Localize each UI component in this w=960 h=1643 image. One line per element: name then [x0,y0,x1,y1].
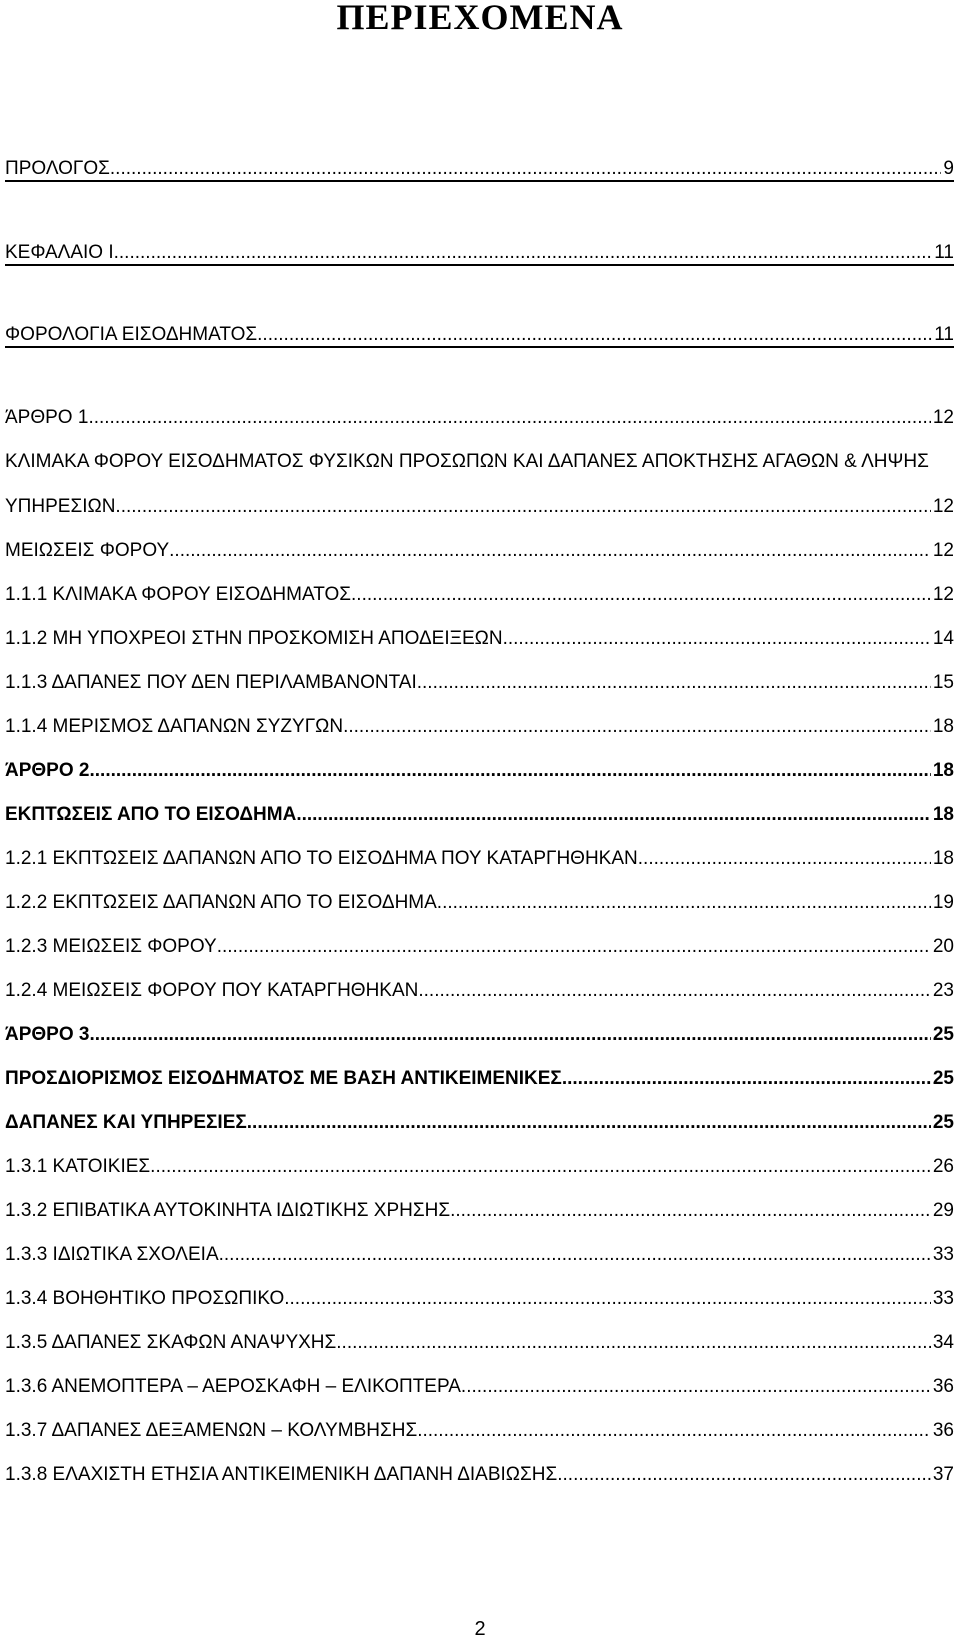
toc-entry-label: 1.2.4 ΜΕΙΩΣΕΙΣ ΦΟΡΟΥ ΠΟΥ ΚΑΤΑΡΓΗΘΗΚΑΝ [5,980,419,1001]
toc-entry-page: 33 [932,1288,954,1309]
toc-entry-label: ΚΛΙΜΑΚΑ ΦΟΡΟΥ ΕΙΣΟΔΗΜΑΤΟΣ ΦΥΣΙΚΩΝ ΠΡΟΣΩΠΩΝ ΚΑΙ ΔΑΠΑΝΕΣ ΑΠΟΚΤΗΣΗΣ ΑΓΑΘΩΝ & ΛΗΨΗΣ [5,451,929,472]
toc-entry-page: 23 [932,980,954,1001]
toc-leader-dots [89,1024,930,1046]
toc-entry-page: 15 [932,672,954,693]
toc-entry[interactable] [5,403,954,429]
toc-entry-page: 29 [932,1200,954,1221]
toc-entry-label: 1.3.1 ΚΑΤΟΙΚΙΕΣ [5,1156,151,1177]
toc-entry-page: 18 [932,760,954,781]
toc-entry-page: 25 [932,1112,954,1133]
toc-entry-page: 12 [932,540,954,561]
toc-entry-label: 1.3.6 ΑΝΕΜΟΠΤΕΡΑ – ΑΕΡΟΣΚΑΦΗ – ΕΛΙΚΟΠΤΕΡΑ [5,1376,461,1397]
toc-entry-label: 1.2.1 ΕΚΠΤΩΣΕΙΣ ΔΑΠΑΝΩΝ ΑΠΟ ΤΟ ΕΙΣΟΔΗΜΑ ΠΟΥ ΚΑΤΑΡΓΗΘΗΚΑΝ [5,848,638,869]
toc-entry[interactable] [5,976,954,1002]
toc-leader-dots [417,1420,931,1442]
toc-leader-dots [114,242,933,264]
toc-leader-dots [418,980,931,1002]
toc-leader-dots [169,540,931,562]
toc-entry[interactable] [5,1196,954,1222]
toc-entry[interactable] [5,1372,954,1398]
toc-entry[interactable] [5,536,954,562]
toc-leader-dots [296,804,931,826]
toc-entry[interactable] [5,1284,954,1310]
toc-entry[interactable] [5,624,954,650]
toc-leader-dots [562,1068,931,1090]
toc-entry-page: 18 [932,848,954,869]
toc-entry[interactable] [5,668,954,694]
toc-entry-label: ΠΡΟΣΔΙΟΡΙΣΜΟΣ ΕΙΣΟΔΗΜΑΤΟΣ ΜΕ ΒΑΣΗ ΑΝΤΙΚΕΙΜΕΝΙΚΕΣ [5,1068,562,1089]
toc-entry[interactable] [5,1108,954,1134]
toc-leader-dots [219,1244,931,1266]
toc-entry[interactable] [5,844,954,870]
toc-leader-dots [150,1156,931,1178]
toc-entry-label: 1.1.4 ΜΕΡΙΣΜΟΣ ΔΑΠΑΝΩΝ ΣΥΖΥΓΩΝ [5,716,344,737]
toc-entry-page: 36 [932,1420,954,1441]
toc-entry-label: 1.2.3 ΜΕΙΩΣΕΙΣ ΦΟΡΟΥ [5,936,217,957]
toc-entry-page: 11 [934,324,954,345]
toc-leader-dots [247,1112,931,1134]
toc-leader-dots [343,716,931,738]
toc-entry-label: ΚΕΦΑΛΑΙΟ Ι [5,242,114,263]
toc-leader-dots [217,936,931,958]
toc-entry-page: 25 [932,1068,954,1089]
toc-entry[interactable] [5,800,954,826]
toc-entry-label: 1.1.1 ΚΛΙΜΑΚΑ ΦΟΡΟΥ ΕΙΣΟΔΗΜΑΤΟΣ [5,584,352,605]
toc-leader-dots [417,672,931,694]
toc-entry-page: 20 [932,936,954,957]
toc-leader-dots [503,628,931,650]
toc-entry-label: 1.3.7 ΔΑΠΑΝΕΣ ΔΕΞΑΜΕΝΩΝ – ΚΟΛΥΜΒΗΣΗΣ [5,1420,418,1441]
toc-entry-label: 1.3.2 ΕΠΙΒΑΤΙΚΑ ΑΥΤΟΚΙΝΗΤΑ ΙΔΙΩΤΙΚΗΣ ΧΡΗΣΗΣ [5,1200,451,1221]
toc-entry-label: ΆΡΘΡΟ 3 [5,1024,90,1045]
toc-entry-label: ΦΟΡΟΛΟΓΙΑ ΕΙΣΟΔΗΜΑΤΟΣ [5,324,258,345]
toc-entry-page: 14 [932,628,954,649]
toc-leader-dots [557,1464,931,1486]
toc-entry-label: 1.3.8 ΕΛΑΧΙΣΤΗ ΕΤΗΣΙΑ ΑΝΤΙΚΕΙΜΕΝΙΚΗ ΔΑΠΑΝΗ ΔΙΑΒΙΩΣΗΣ [5,1464,558,1485]
toc-entry-label: ΔΑΠΑΝΕΣ ΚΑΙ ΥΠΗΡΕΣΙΕΣ [5,1112,247,1133]
toc-leader-dots [284,1288,931,1310]
toc-entry[interactable] [5,932,954,958]
toc-entry[interactable] [5,1240,954,1266]
toc-entry-page: 18 [932,716,954,737]
toc-leader-dots [461,1376,931,1398]
toc-entry-label: ΠΡΟΛΟΓΟΣ [5,158,110,179]
toc-entry-page: 11 [934,242,954,263]
toc-entry-label: 1.2.2 ΕΚΠΤΩΣΕΙΣ ΔΑΠΑΝΩΝ ΑΠΟ ΤΟ ΕΙΣΟΔΗΜΑ [5,892,437,913]
toc-entry-page: 19 [932,892,954,913]
toc-entry-page: 36 [932,1376,954,1397]
toc-entry[interactable] [5,447,954,473]
toc-leader-dots [89,760,930,782]
toc-entry-page: 12 [932,496,954,517]
toc-leader-dots [638,848,931,870]
toc-entry[interactable] [5,712,954,738]
toc-entry[interactable] [5,1064,954,1090]
toc-leader-dots [110,158,942,180]
toc-entry-label: 1.3.5 ΔΑΠΑΝΕΣ ΣΚΑΦΩΝ ΑΝΑΨΥΧΗΣ [5,1332,337,1353]
toc-entry-label: ΥΠΗΡΕΣΙΩΝ [5,496,116,517]
toc-entry[interactable] [5,756,954,782]
toc-entry-page: 25 [932,1024,954,1045]
toc-entry[interactable] [5,492,954,518]
toc-leader-dots [450,1200,931,1222]
toc-leader-dots [351,584,931,606]
toc-entry[interactable] [5,580,954,606]
toc-entry[interactable] [5,1416,954,1442]
toc-leader-dots [257,324,932,346]
toc-entry-label: 1.3.3 ΙΔΙΩΤΙΚΑ ΣΧΟΛΕΙΑ [5,1244,219,1265]
toc-leader-dots [115,496,930,518]
toc-entry-page: 12 [932,407,954,428]
toc-leader-dots [336,1332,931,1354]
toc-entry[interactable] [5,1328,954,1354]
toc-entry[interactable] [5,154,954,182]
toc-entry-page: 33 [932,1244,954,1265]
toc-entry-label: ΕΚΠΤΩΣΕΙΣ ΑΠΟ ΤΟ ΕΙΣΟΔΗΜΑ [5,804,297,825]
toc-entry-label: ΜΕΙΩΣΕΙΣ ΦΟΡΟΥ [5,540,170,561]
toc-entry[interactable] [5,1460,954,1486]
toc-entry[interactable] [5,888,954,914]
toc-entry-page: 34 [932,1332,954,1353]
toc-entry[interactable] [5,320,954,348]
toc-leader-dots [437,892,931,914]
toc-entry-page: 37 [932,1464,954,1485]
toc-entry-label: 1.3.4 ΒΟΗΘΗΤΙΚΟ ΠΡΟΣΩΠΙΚΟ [5,1288,285,1309]
page-title: ΠΕΡΙΕΧΟΜΕΝΑ [336,0,624,37]
toc-entry-label: 1.1.3 ΔΑΠΑΝΕΣ ΠΟΥ ΔΕΝ ΠΕΡΙΛΑΜΒΑΝΟΝΤΑΙ [5,672,417,693]
toc-entry-page: 26 [932,1156,954,1177]
toc-entry-page: 12 [932,584,954,605]
toc-entry[interactable] [5,1152,954,1178]
toc-entry-page: 9 [943,158,954,179]
page-number: 2 [474,1618,486,1640]
toc-entry-label: ΆΡΘΡΟ 1 [5,407,89,428]
toc-entry-label: ΆΡΘΡΟ 2 [5,760,90,781]
toc-entry-label: 1.1.2 ΜΗ ΥΠΟΧΡΕΟΙ ΣΤΗΝ ΠΡΟΣΚΟΜΙΣΗ ΑΠΟΔΕΙΞΕΩΝ [5,628,503,649]
toc-entry-page: 18 [932,804,954,825]
toc-leader-dots [88,407,930,429]
toc-entry[interactable] [5,1020,954,1046]
toc-entry[interactable] [5,238,954,266]
